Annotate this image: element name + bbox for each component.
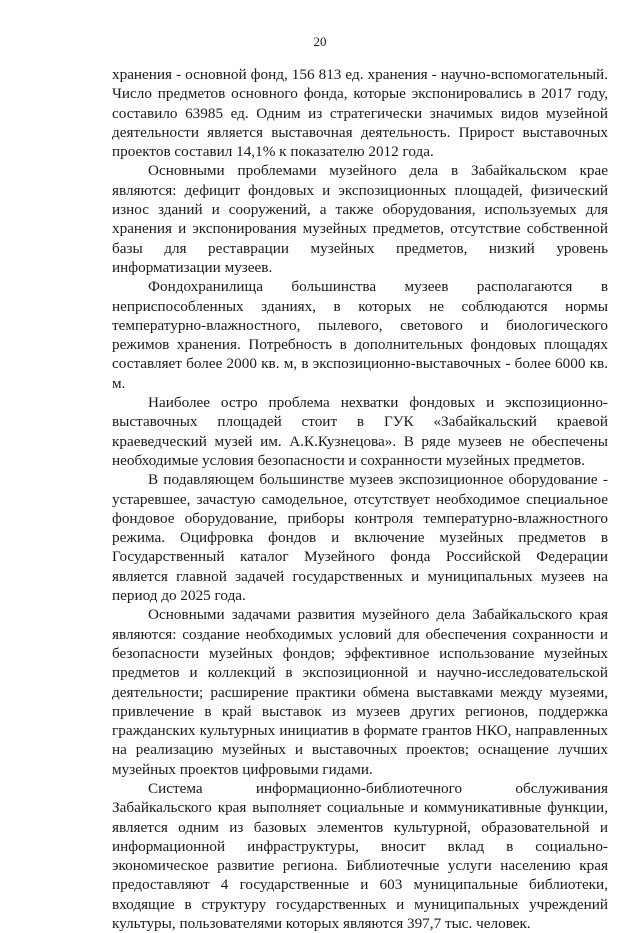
page-number: 20 (313, 34, 327, 49)
paragraph-development-tasks: Основными задачами развития музейного дела Забайкальского края являются: создание необходимых условий для обеспечения сохранности и безопасности музейных фондов; эффективное использование музейных предметов и коллекций в экспозиционной и научно-исследовательской деятельности; расширение практики обмена выставками между музеями, привлечение в край выставок из музеев других регионов, поддержка гражданских культурных инициатив в формате грантов НКО, направленных на реализацию музейных и выставочных проектов; оснащение лучших музейных проектов цифровыми гидами. (112, 606, 608, 778)
paragraph-museum-problems: Основными проблемами музейного дела в Забайкальском крае являются: дефицит фондовых и экспозиционных площадей, физический износ зданий и сооружений, а также оборудования, используемых для хранения и экспонирования музейных предметов, отсутствие собственной базы для реставрации музейных предметов, низкий уровень информатизации музеев. (112, 162, 608, 276)
paragraph-storage-facilities: Фондохранилища большинства музеев располагаются в неприспособленных зданиях, в которых не соблюдаются нормы температурно-влажностного, пылевого, светового и биологического режимов хранения. Потребность в дополнительных фондовых площадях составляет более 2000 кв. м, в экспозиционно-выставочных - более 6000 кв. м. (112, 278, 608, 392)
paragraph-space-shortage: Наиболее остро проблема нехватки фондовых и экспозиционно-выставочных площадей стоит в ГУК «Забайкальский краевой краеведческий музей им. А.К.Кузнецова». В ряде музеев не обеспечены необходимые условия безопасности и сохранности музейных предметов. (112, 394, 608, 469)
document-body (112, 65, 608, 933)
paragraph-library-system: Система информационно-библиотечного обслуживания Забайкальского края выполняет социальные и коммуникативные функции, является одним из базовых элементов культурной, образовательной и информационной инфраструктуры, вносит вклад в социально-экономическое развитие региона. Библиотечные услуги населению края предоставляют 4 государственные и 603 муниципальные библиотеки, входящие в структуру государственных и муниципальных учреждений культуры, пользователями которых являются 397,7 тыс. человек. (112, 779, 608, 933)
paragraph-exhibition-equipment: В подавляющем большинстве музеев экспозиционное оборудование - устаревшее, зачастую самодельное, отсутствует необходимое специальное фондовое оборудование, приборы контроля температурно-влажностного режима. Оцифровка фондов и включение музейных предметов в Государственный каталог Музейного фонда Российской Федерации является главной задачей государственных и муниципальных музеев на период до 2025 года. (112, 471, 608, 605)
paragraph-continuation: хранения - основной фонд, 156 813 ед. хранения - научно-вспомогательный. Число предметов основного фонда, которые экспонировались в 2017 году, составило 63985 ед. Одним из стратегически значимых видов музейной деятельности является выставочная деятельность. Прирост выставочных проектов составил 14,1% к показателю 2012 года. (112, 66, 608, 161)
